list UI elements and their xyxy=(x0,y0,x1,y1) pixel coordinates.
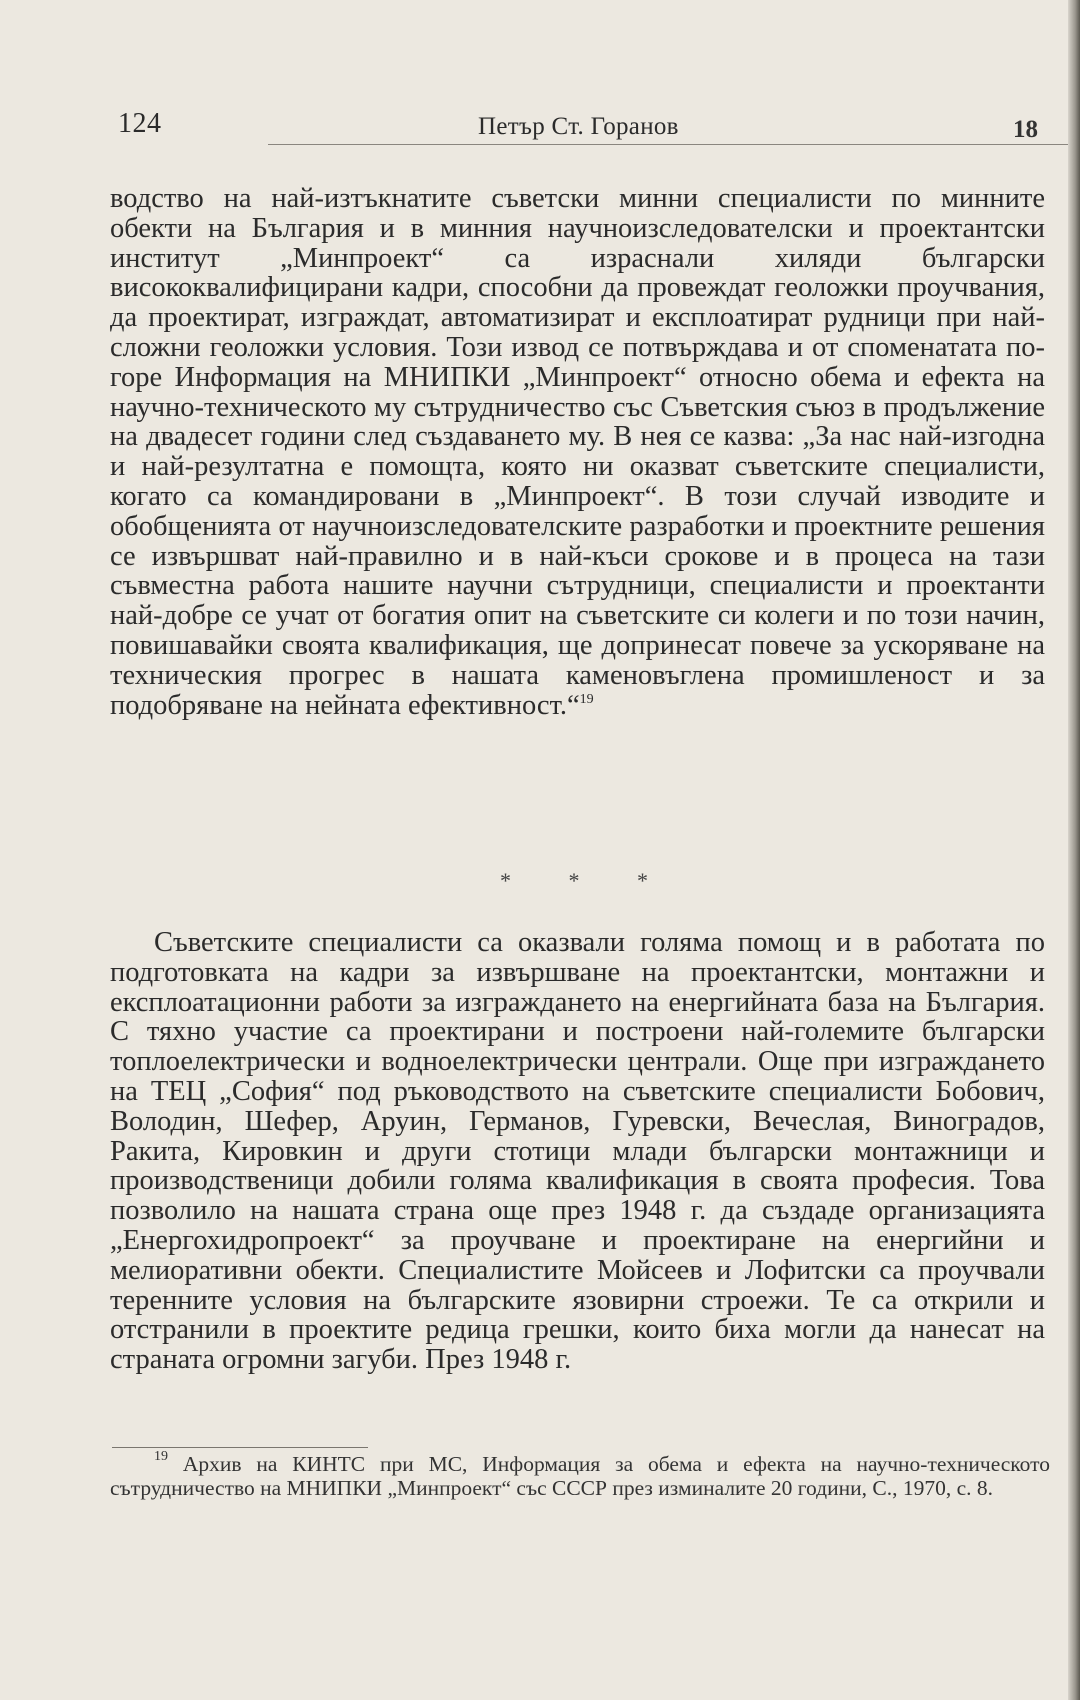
footnote-text: Архив на КИНТС при МС, Информация за обема и ефекта на научно-техническото сътрудничество на МНИПКИ „Минпроект“ със СССР през изминалите 20 години, С., 1970, с. 8. xyxy=(110,1452,1050,1500)
footnote-rule xyxy=(112,1447,368,1448)
footnote-number: 19 xyxy=(154,1449,168,1464)
body-paragraph-2: Съветските специалисти са оказвали голяма помощ и в работата по подготовката на кадри за извършване на проектантски, монтажни и експлоатационни работи за изграждането на енергийната база на България. С тяхно участие са проектирани и построени най-големите български топлоелектрически и водноелектрически централи. Още при изграждането на ТЕЦ „София“ под ръководството на съветските специалисти Бобович, Володин, Шефер, Аруин, Германов, Гуревски, Вечеслая, Виноградов, Ракита, Кировкин и други стотици млади български монтажници и производственици добили голяма квалификация в своята професия. Това позволило на нашата страна още през 1948 г. да създаде организацията „Енергохидропроект“ за проучване и проектиране на енергийни и мелиоративни обекти. Специалистите Мойсеев и Лофитски са проучвали теренните условия на българските язовирни строежи. Те са открили и отстранили в проектите редица грешки, които биха могли да нанесат на страната огромни загуби. През 1948 г. xyxy=(110,927,1045,1376)
header-rule xyxy=(268,144,1080,145)
body-paragraph-1 xyxy=(110,184,1045,720)
header-author-title: Петър Ст. Горанов xyxy=(478,113,679,140)
page-number: 124 xyxy=(118,108,162,139)
section-separator: * * * xyxy=(500,868,674,893)
header-right-mark: 18 xyxy=(1013,116,1038,143)
footnote-ref-19[interactable]: 19 xyxy=(579,691,594,707)
footnote-19 xyxy=(110,1449,1050,1500)
paragraph-1-text: водство на най-изтъкнатите съветски минни специалисти по минните обекти на България и в минния научноизследователски и проектантски институт „Минпроект“ са израснали хиляди български висококвалифицирани кадри, способни да провеждат геоложки проучвания, да проектират, изграждат, автоматизират и експлоатират рудници при най-сложни геоложки условия. Този извод се потвърждава и от споменатата по-горе Информация на МНИПКИ „Минпроект“ относно обема и ефекта на научно-техническото му сътрудничество със Съветския съюз в продължение на двадесет години след създаването му. В нея се казва: „За нас най-изгодна и най-резултатна е помощта, която ни оказват съветските специалисти, когато са командировани в „Минпроект“. В този случай изводите и обобщенията от научноизследователските разработки и проектните решения се извършват най-правилно и в най-къси срокове и в процеса на тази съвместна работа нашите научни сътрудници, специалисти и проектанти най-добре се учат от богатия опит на съветските си колеги и по този начин, повишавайки своята квалификация, ще допринесат повече за ускоряване на техническия прогрес в нашата каменовъглена промишленост и за подобряване на нейната ефективност.“ xyxy=(110,183,1045,721)
running-head xyxy=(118,108,1058,148)
page-edge-shadow xyxy=(1068,0,1080,1700)
